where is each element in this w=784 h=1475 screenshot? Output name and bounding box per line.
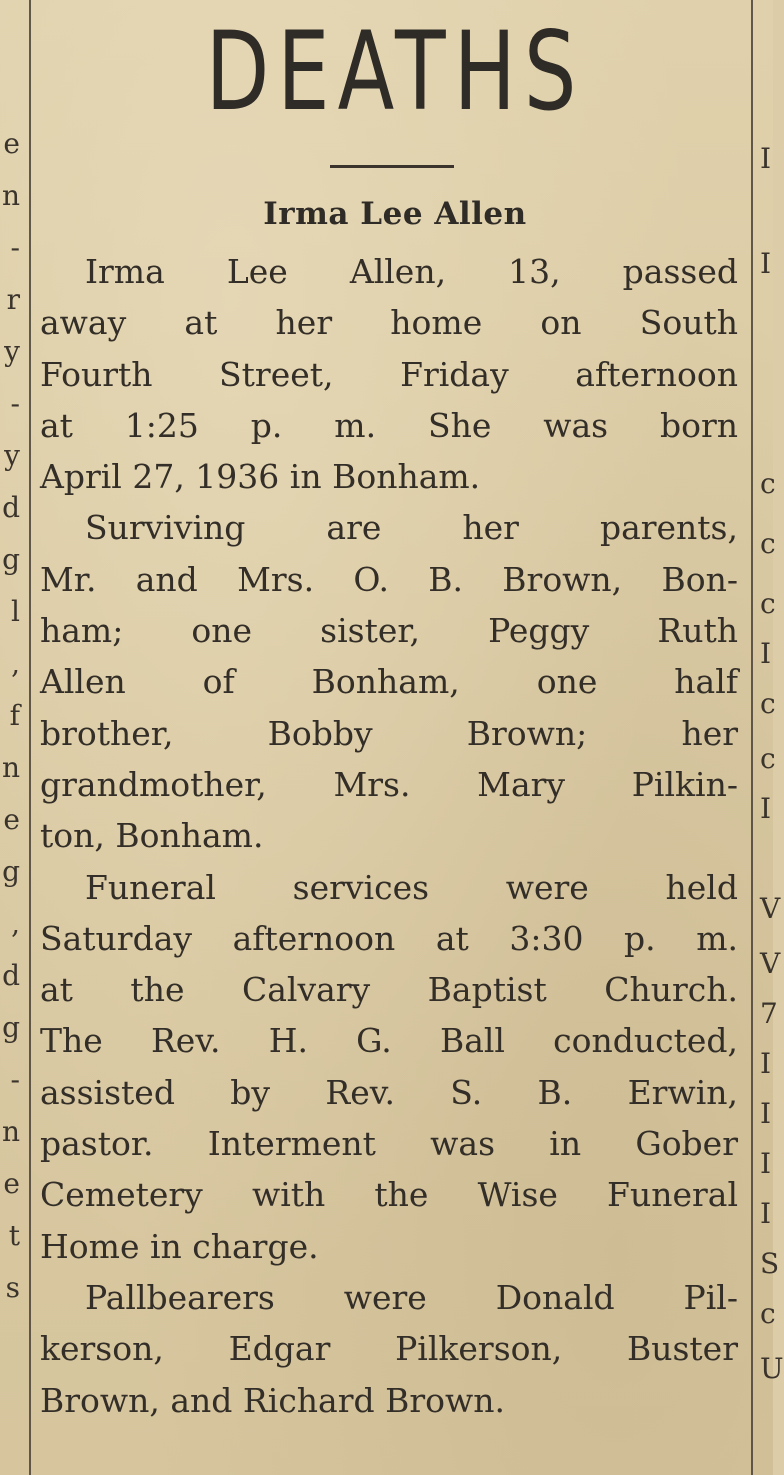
left-column-letter: - [10, 1063, 20, 1096]
left-column-letter: - [10, 387, 20, 420]
left-column-letter: , [11, 647, 20, 680]
body-line: The Rev. H. G. Ball conducted, [40, 1021, 738, 1061]
right-column-letter: c [760, 467, 776, 500]
left-column-letter: e [3, 1167, 20, 1200]
right-column-letter: I [760, 1047, 772, 1080]
left-column-letter: g [2, 1011, 20, 1044]
obituary-body [40, 246, 738, 1426]
left-column-letter: n [1, 179, 20, 212]
body-line: Saturday afternoon at 3:30 p. m. [40, 918, 738, 958]
left-column-letter: - [10, 231, 20, 264]
right-column-letter: c [760, 587, 776, 620]
body-line: Home in charge. [40, 1226, 319, 1266]
body-line: Cemetery with the Wise Funeral [40, 1175, 738, 1215]
left-column-letter: n [1, 751, 20, 784]
body-line: ton, Bonham. [40, 816, 264, 856]
headline-divider [330, 165, 454, 168]
body-line: Mr. and Mrs. O. B. Brown, Bon- [40, 559, 738, 599]
left-column-letter: g [2, 543, 20, 576]
column-rule-right [751, 0, 753, 1475]
right-column-letter: V [760, 947, 781, 980]
right-column-letter: c [760, 527, 776, 560]
right-column-letter: I [760, 1197, 772, 1230]
left-column-letter: t [8, 1219, 20, 1252]
body-line: Allen of Bonham, one half [40, 662, 738, 702]
body-line: ham; one sister, Peggy Ruth [40, 611, 738, 651]
body-line: brother, Bobby Brown; her [40, 713, 738, 753]
right-column-letter: I [760, 792, 772, 825]
right-column-letter: V [760, 892, 781, 925]
body-line: pastor. Interment was in Gober [40, 1124, 738, 1164]
column-rule-left [29, 0, 31, 1475]
obituary-name-heading: Irma Lee Allen [263, 196, 527, 232]
right-column-letter: I [760, 142, 772, 175]
left-column-letter: , [11, 907, 20, 940]
left-column-letter: e [3, 803, 20, 836]
right-column-letter: U [760, 1352, 784, 1385]
right-column-letter: c [760, 1297, 776, 1330]
body-line: Pallbearers were Donald Pil- [85, 1277, 738, 1317]
body-line: kerson, Edgar Pilkerson, Buster [40, 1329, 738, 1369]
body-line: Fourth Street, Friday afternoon [40, 354, 738, 394]
body-line: grandmother, Mrs. Mary Pilkin- [40, 764, 738, 804]
body-line: Surviving are her parents, [85, 508, 738, 548]
left-column-letter: y [4, 335, 20, 368]
left-column-letter: y [4, 439, 20, 472]
left-column-letter: s [5, 1271, 20, 1304]
body-line: assisted by Rev. S. B. Erwin, [40, 1072, 738, 1112]
left-column-letter: r [6, 283, 20, 316]
right-column-letter: c [760, 687, 776, 720]
body-line: away at her home on South [40, 303, 738, 343]
right-column-letter: I [760, 1147, 772, 1180]
left-column-letter: d [2, 959, 20, 992]
left-column-letter: g [2, 855, 20, 888]
section-headline: DEATHS [205, 8, 585, 135]
left-column-letter: d [2, 491, 20, 524]
body-line: Funeral services were held [85, 867, 738, 907]
right-column-letter: c [760, 742, 776, 775]
left-column-letter: l [11, 595, 20, 628]
right-column-letter: I [760, 1097, 772, 1130]
left-column-letter: e [3, 127, 20, 160]
right-column-letter: I [760, 637, 772, 670]
right-column-letter: S [760, 1247, 780, 1280]
body-line: at 1:25 p. m. She was born [40, 405, 738, 445]
left-column-letter: f [9, 699, 20, 732]
body-line: Irma Lee Allen, 13, passed [85, 252, 738, 291]
right-column-letter: I [760, 247, 772, 280]
body-line: Brown, and Richard Brown. [40, 1380, 505, 1420]
left-column-letter: n [1, 1115, 20, 1148]
body-line: at the Calvary Baptist Church. [40, 970, 738, 1010]
body-line: April 27, 1936 in Bonham. [40, 457, 481, 497]
right-column-letter: 7 [760, 997, 778, 1030]
